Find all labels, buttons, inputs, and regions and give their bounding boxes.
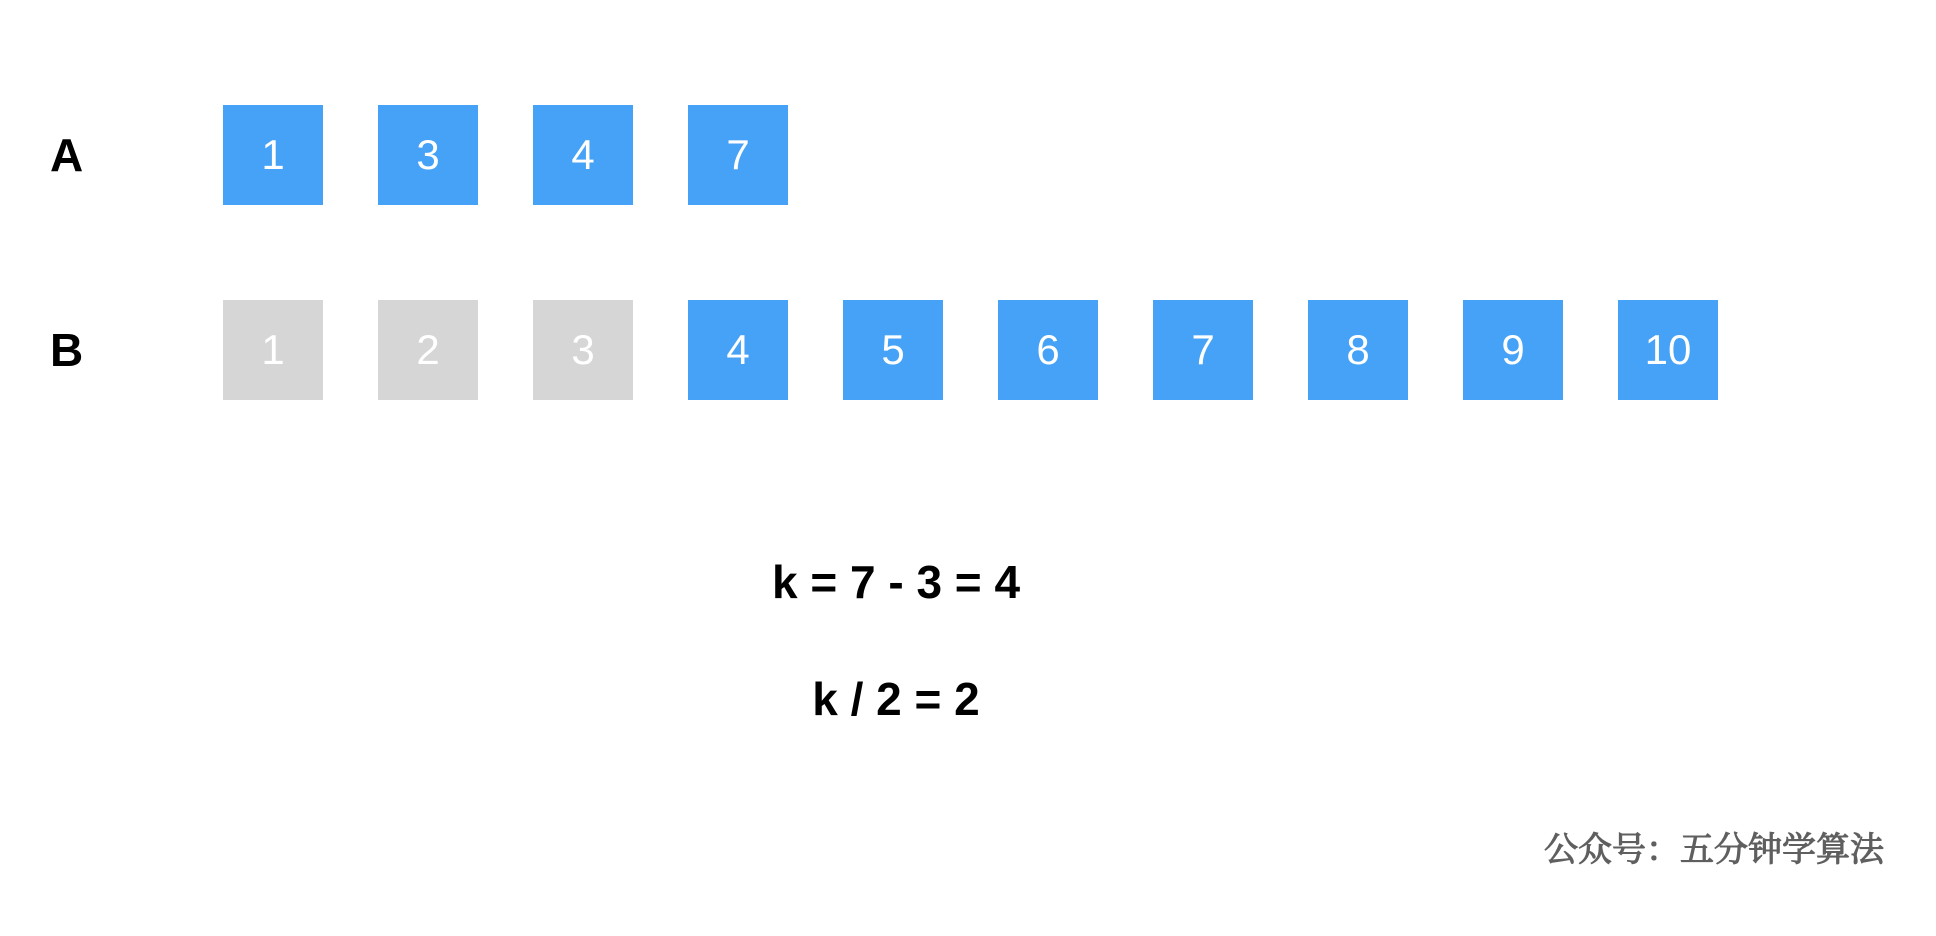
row-a-label: A xyxy=(50,129,84,181)
row-a-cell-2: 3 xyxy=(378,105,478,205)
row-b-cell-2: 2 xyxy=(378,300,478,400)
row-b-cell-8: 8 xyxy=(1308,300,1408,400)
row-b-cell-3: 3 xyxy=(533,300,633,400)
row-b-cell-6: 6 xyxy=(998,300,1098,400)
row-b-cell-1: 1 xyxy=(223,300,323,400)
row-b-cell-7: 7 xyxy=(1153,300,1253,400)
formula-half-k: k / 2 = 2 xyxy=(812,673,980,725)
row-b-cell-5: 5 xyxy=(843,300,943,400)
row-b-cell-10: 10 xyxy=(1618,300,1718,400)
watermark: 公众号：五分钟学算法 xyxy=(1544,830,1884,870)
row-a-cell-1: 1 xyxy=(223,105,323,205)
row-b-cell-4: 4 xyxy=(688,300,788,400)
formula-k: k = 7 - 3 = 4 xyxy=(771,556,1021,608)
row-a-cell-4: 7 xyxy=(688,105,788,205)
row-a-cell-3: 4 xyxy=(533,105,633,205)
row-b-cell-9: 9 xyxy=(1463,300,1563,400)
row-b-label: B xyxy=(50,324,84,376)
